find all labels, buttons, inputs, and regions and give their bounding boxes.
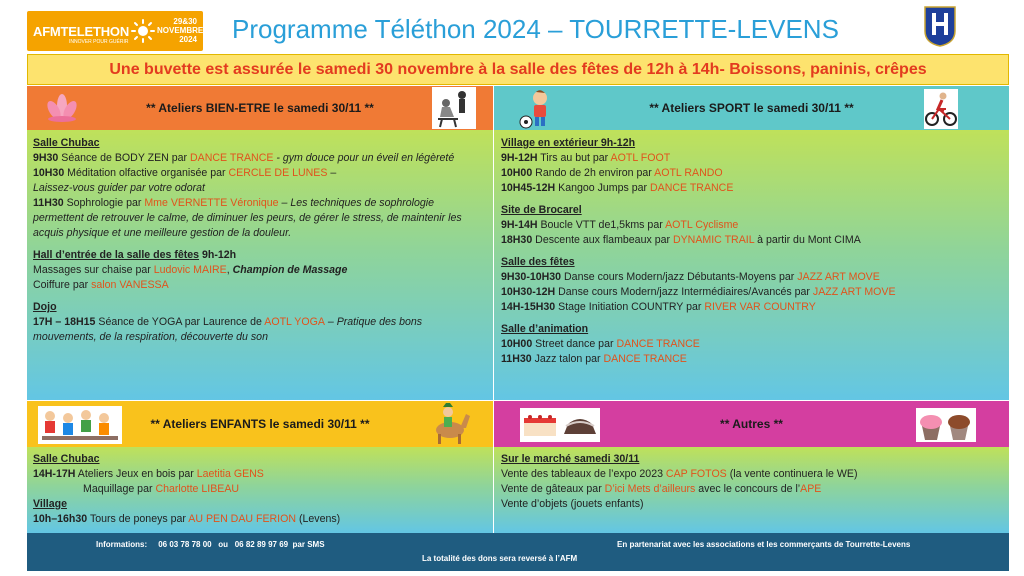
list-item: Maquillage par Charlotte LIBEAU (83, 483, 240, 495)
sun-icon (131, 19, 155, 43)
list-item: 14H-17H Ateliers Jeux en bois par Laetitia GENS (33, 468, 264, 480)
section-title: Salle d’animation (501, 323, 589, 335)
sport-content (501, 136, 1001, 367)
list-item: 10H00 Rando de 2h environ par AOTL RANDO (501, 167, 723, 179)
lotus-icon (42, 92, 82, 124)
footer-dons: La totalité des dons sera reversé à l’AFM (422, 554, 578, 563)
section-title: Dojo (33, 301, 57, 313)
section-title: Salle Chubac (33, 453, 100, 465)
enfants-content (33, 452, 479, 527)
list-item: Vente de gâteaux par D’ici Mets d’ailleurs avec le concours de l’APE (501, 483, 822, 495)
cake-icon (520, 408, 600, 442)
list-item: 10h–16h30 Tours de poneys par AU PEN DAU FERION (Levens) (33, 513, 341, 525)
bien-etre-title: ** Ateliers BIEN-ETRE le samedi 30/11 ** (146, 101, 374, 115)
pony-icon (428, 402, 472, 446)
list-item: Massages sur chaise par Ludovic MAIRE, Champion de Massage (33, 264, 348, 276)
section-title: Salle des fêtes (501, 256, 575, 268)
logo-dates: 29&30 NOVEMBRE 2024 (157, 17, 204, 44)
bien-etre-header (27, 86, 493, 130)
list-item: 10H00 Street dance par DANCE TRANCE (501, 338, 700, 350)
cupcakes-icon (916, 408, 976, 442)
page-title: Programme Téléthon 2024 – TOURRETTE-LEVENS (232, 14, 839, 44)
logo-tagline: INNOVER POUR GUÉRIR (69, 39, 129, 45)
list-item: 9H30 Séance de BODY ZEN par DANCE TRANCE - gym douce pour un éveil en légèreté (33, 152, 455, 164)
list-item: 17H – 18H15 Séance de YOGA par Laurence de AOTL YOGA – Pratique des bons mouvements, de la respiration, découverte du son (33, 316, 423, 343)
footer (27, 533, 1009, 571)
coat-of-arms-icon (923, 5, 957, 47)
children-icon (38, 406, 122, 444)
sport-title: ** Ateliers SPORT le samedi 30/11 ** (649, 101, 854, 115)
cyclist-icon (924, 89, 958, 129)
list-item: Coiffure par salon VANESSA (33, 279, 169, 291)
autres-title: ** Autres ** (720, 417, 783, 431)
list-item: 10H30 Méditation olfactive organisée par CERCLE DE LUNES – Laissez-vous guider par votre odorat (33, 167, 337, 194)
afm-logo (27, 11, 203, 51)
footer-partner: En partenariat avec les associations et les commerçants de Tourrette-Levens (617, 540, 911, 549)
list-item: 9H30-10H30 Danse cours Modern/jazz Débutants-Moyens par JAZZ ART MOVE (501, 271, 880, 283)
massage-icon (432, 87, 476, 129)
list-item: 11H30 Sophrologie par Mme VERNETTE Véronique – Les techniques de sophrologie permettent de retrouver le calme, de diminuer les peurs, de gérer le stress, de maintenir les acquis physique et une meilleure gestion de la douleur. (33, 197, 462, 239)
footer-info: Informations: 06 03 78 78 00 ou 06 82 89 97 69 par SMS (96, 540, 325, 549)
list-item: 10H30-12H Danse cours Modern/jazz Intermédiaires/Avancés par JAZZ ART MOVE (501, 286, 896, 298)
autres-content (501, 452, 1001, 512)
banner-text: Une buvette est assurée le samedi 30 novembre à la salle des fêtes de 12h à 14h- Boissons, paninis, crêpes (109, 60, 927, 78)
section-title: Salle Chubac (33, 137, 100, 149)
list-item: Vente d’objets (jouets enfants) (501, 498, 644, 510)
buvette-banner (27, 54, 1009, 85)
section-title: Village (33, 498, 67, 510)
list-item: 9H-14H Boucle VTT de1,5kms par AOTL Cyclisme (501, 219, 739, 231)
section-title: Site de Brocarel (501, 204, 582, 216)
list-item: 14H-15H30 Stage Initiation COUNTRY par RIVER VAR COUNTRY (501, 301, 816, 313)
section-title: Hall d’entrée de la salle des fêtes 9h-12h (33, 249, 237, 261)
list-item: 9H-12H Tirs au but par AOTL FOOT (501, 152, 671, 164)
logo-text: AFMTELETHON (33, 23, 130, 39)
list-item: Vente des tableaux de l’expo 2023 CAP FOTOS (la vente continuera le WE) (501, 468, 858, 480)
section-title: Sur le marché samedi 30/11 (501, 453, 640, 465)
list-item: 11H30 Jazz talon par DANCE TRANCE (501, 353, 687, 365)
football-kid-icon (518, 88, 558, 130)
bien-etre-content (33, 136, 479, 345)
list-item: 10H45-12H Kangoo Jumps par DANCE TRANCE (501, 182, 734, 194)
enfants-title: ** Ateliers ENFANTS le samedi 30/11 ** (150, 417, 370, 431)
list-item: 18H30 Descente aux flambeaux par DYNAMIC TRAIL à partir du Mont CIMA (501, 234, 861, 246)
section-title: Village en extérieur 9h-12h (501, 137, 636, 149)
